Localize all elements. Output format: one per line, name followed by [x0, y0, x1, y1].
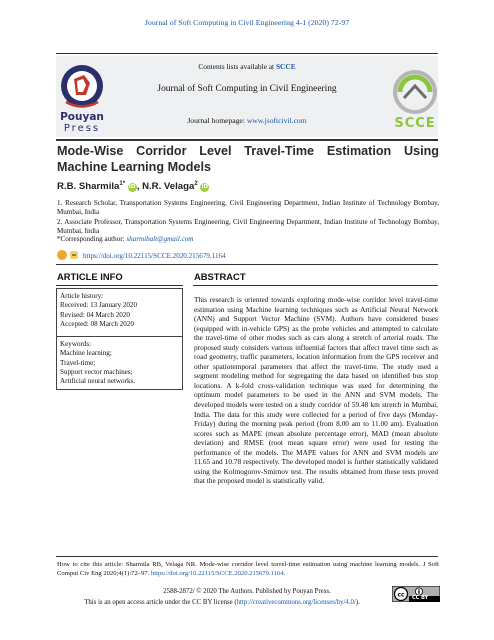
accepted-date: Accepted: 08 March 2020	[60, 319, 134, 328]
homepage-link[interactable]: www.jsoftcivil.com	[246, 116, 307, 125]
abstract-body	[194, 295, 438, 486]
how-to-cite: How to cite this article: Sharmila RB, Velaga NR. Mode-wise corridor level travel-time estimation using machine learning models. J Soft Comput Civ Eng 2020;4(1):72–97. https://doi.org/10.22115/SCCE.2020.215679.1164.	[57, 561, 439, 577]
svg-text:cc: cc	[397, 591, 405, 599]
keyword-item: Travel-time;	[60, 358, 96, 367]
article-title: Mode-Wise Corridor Level Travel-Time Estimation Using Machine Learning Models	[57, 144, 439, 174]
author-name: N.R. Velaga	[142, 181, 195, 193]
pouyan-logo-word: Pouyan	[60, 111, 104, 123]
journal-homepage-line: Journal homepage: www.jsoftcivil.com	[187, 116, 307, 125]
keyword-item: Machine learning;	[60, 349, 112, 358]
corresponding-author: *Corresponding author: sharmibalt@gmail.com	[57, 235, 194, 243]
cc-by-badge[interactable]	[392, 586, 440, 602]
journal-citation-line: Journal of Soft Computing in Civil Engineering 4-1 (2020) 72-97	[144, 18, 350, 27]
cite-doi-link[interactable]: https://doi.org/10.22115/SCCE.2020.215679.1164	[150, 569, 284, 577]
scce-link[interactable]: SCCE	[275, 62, 296, 71]
keywords-label: Keywords:	[60, 340, 92, 348]
history-label: Article history:	[60, 292, 104, 300]
scce-logo	[386, 68, 444, 134]
footer-rule	[56, 556, 438, 557]
author-name: R.B. Sharmila	[57, 181, 120, 193]
affiliation-2: 2. Associate Professor, Transportation Systems Engineering, Civil Engineering Department, Indian Institute of Technology Bombay, Mumbai, India	[57, 218, 439, 236]
copyright-line: 2588-2872/ © 2020 The Authors. Published by Pouyan Press.	[163, 588, 331, 595]
abstract-rule	[193, 285, 438, 286]
scce-emblem-icon	[386, 68, 444, 118]
journal-masthead	[56, 56, 438, 137]
journal-name: Journal of Soft Computing in Civil Engineering	[157, 84, 337, 94]
revised-date: Revised: 04 March 2020	[60, 310, 130, 319]
open-access-icon	[57, 250, 67, 260]
pouyan-press-logo	[52, 61, 112, 137]
masthead-bottom-rule	[56, 139, 438, 141]
keyword-item: Artificial neural networks.	[60, 377, 136, 386]
doi-line	[57, 250, 226, 260]
cc-badge-label: CC BY	[412, 595, 429, 601]
affiliation-1: 1. Research Scholar, Transportation Systems Engineering, Civil Engineering Department, Indian Institute of Technology Bombay, Mumbai, India	[57, 199, 439, 217]
article-info-rule	[56, 285, 183, 286]
orcid-icon[interactable]: iD	[129, 184, 136, 191]
orcid-icon[interactable]: iD	[201, 184, 209, 191]
crossref-icon	[69, 250, 79, 260]
author-list: R.B. Sharmila$^{1*}$ iD, N.R. Velaga$^2$ iD	[57, 181, 209, 193]
license-line: This is an open access article under the CC BY license (http://creativecommons.org/licenses/by/4.0/).	[84, 599, 360, 606]
masthead-top-rule	[56, 53, 438, 54]
abstract-heading: ABSTRACT	[194, 271, 246, 282]
scce-logo-word: SCCE	[394, 116, 436, 131]
keyword-item: Support vector machines;	[60, 367, 133, 376]
article-info-heading: ARTICLE INFO	[57, 271, 123, 282]
keywords-box	[56, 336, 183, 390]
contents-available-line: Contents lists available at SCCE	[198, 62, 296, 71]
doi-rule	[56, 264, 438, 265]
license-link[interactable]: http://creativecommons.org/licenses/by/4.0/	[236, 599, 356, 606]
abstract-text: This research is oriented towards exploring mode-wise corridor level travel-time estimation using Machine learning techniques such as Artificial Neural Network (ANN) and Support Vector Machine (SVM). Authors have considered buses (equipped with in-vehicle GPS) as the probe vehicles and attempted to calculate the travel-time of other modes such as cars along a stretch of arterial roads. The proposed study considers various influential factors that affect travel time such as road geometry, traffic parameters, location information from the GPS receiver and other spatiotemporal parameters that affect the travel-time. The study used a segment modeling method for segregating the data based on identified bus stop locations. A k-fold cross-validation technique was used for determining the optimum model parameters to be used in the ANN and SVM models. The developed models were tested on a study corridor of 59.48 km stretch in Mumbai, India. The data for this study were collected for a period of five days (Monday-Friday) during the morning peak period (from 8.00 am to 11.00 am). Evaluation scores such as MAPE (mean absolute percentage error), MAD (mean absolute deviation) and RMSE (root mean square error) were used for testing the performance of the models. The MAPE values for ANN and SVM models are 11.65 and 10.78 respectively. The developed model is further statistically validated using the Kolmogorov-Smirnov test. The results obtained from these tests proved that the proposed model is statistically valid.	[194, 295, 438, 486]
doi-link[interactable]: https://doi.org/10.22115/SCCE.2020.215679.1164	[83, 252, 226, 260]
press-logo-word: Press	[63, 123, 101, 134]
corresponding-email-link[interactable]: sharmibalt@gmail.com	[126, 235, 194, 243]
received-date: Received: 13 January 2020	[60, 301, 138, 310]
article-history-box	[56, 288, 183, 337]
